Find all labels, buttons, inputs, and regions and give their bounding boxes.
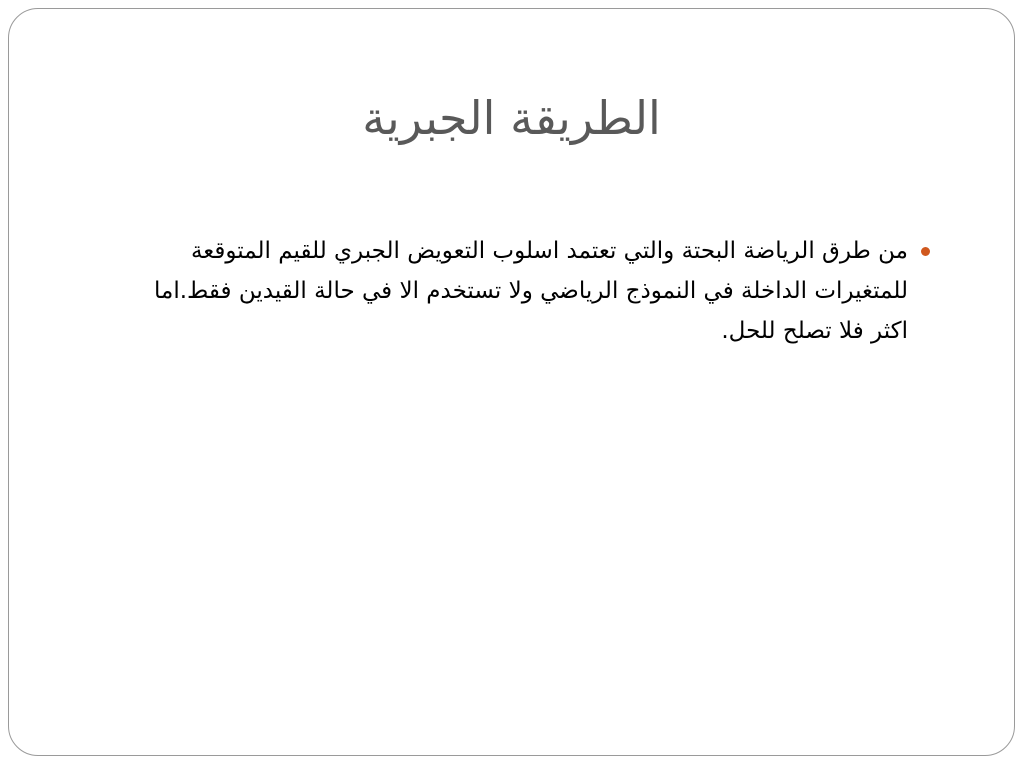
bullet-dot-icon	[921, 247, 930, 256]
slide-body	[144, 231, 930, 351]
slide-title: الطريقة الجبرية	[362, 91, 661, 145]
bullet-text: من طرق الرياضة البحتة والتي تعتمد اسلوب التعويض الجبري للقيم المتوقعة للمتغيرات الداخلة في النموذج الرياضي ولا تستخدم الا في حالة القيدين فقط.اما اكثر فلا تصلح للحل.	[154, 238, 908, 344]
bullet-item	[144, 231, 930, 351]
slide	[8, 8, 1015, 756]
